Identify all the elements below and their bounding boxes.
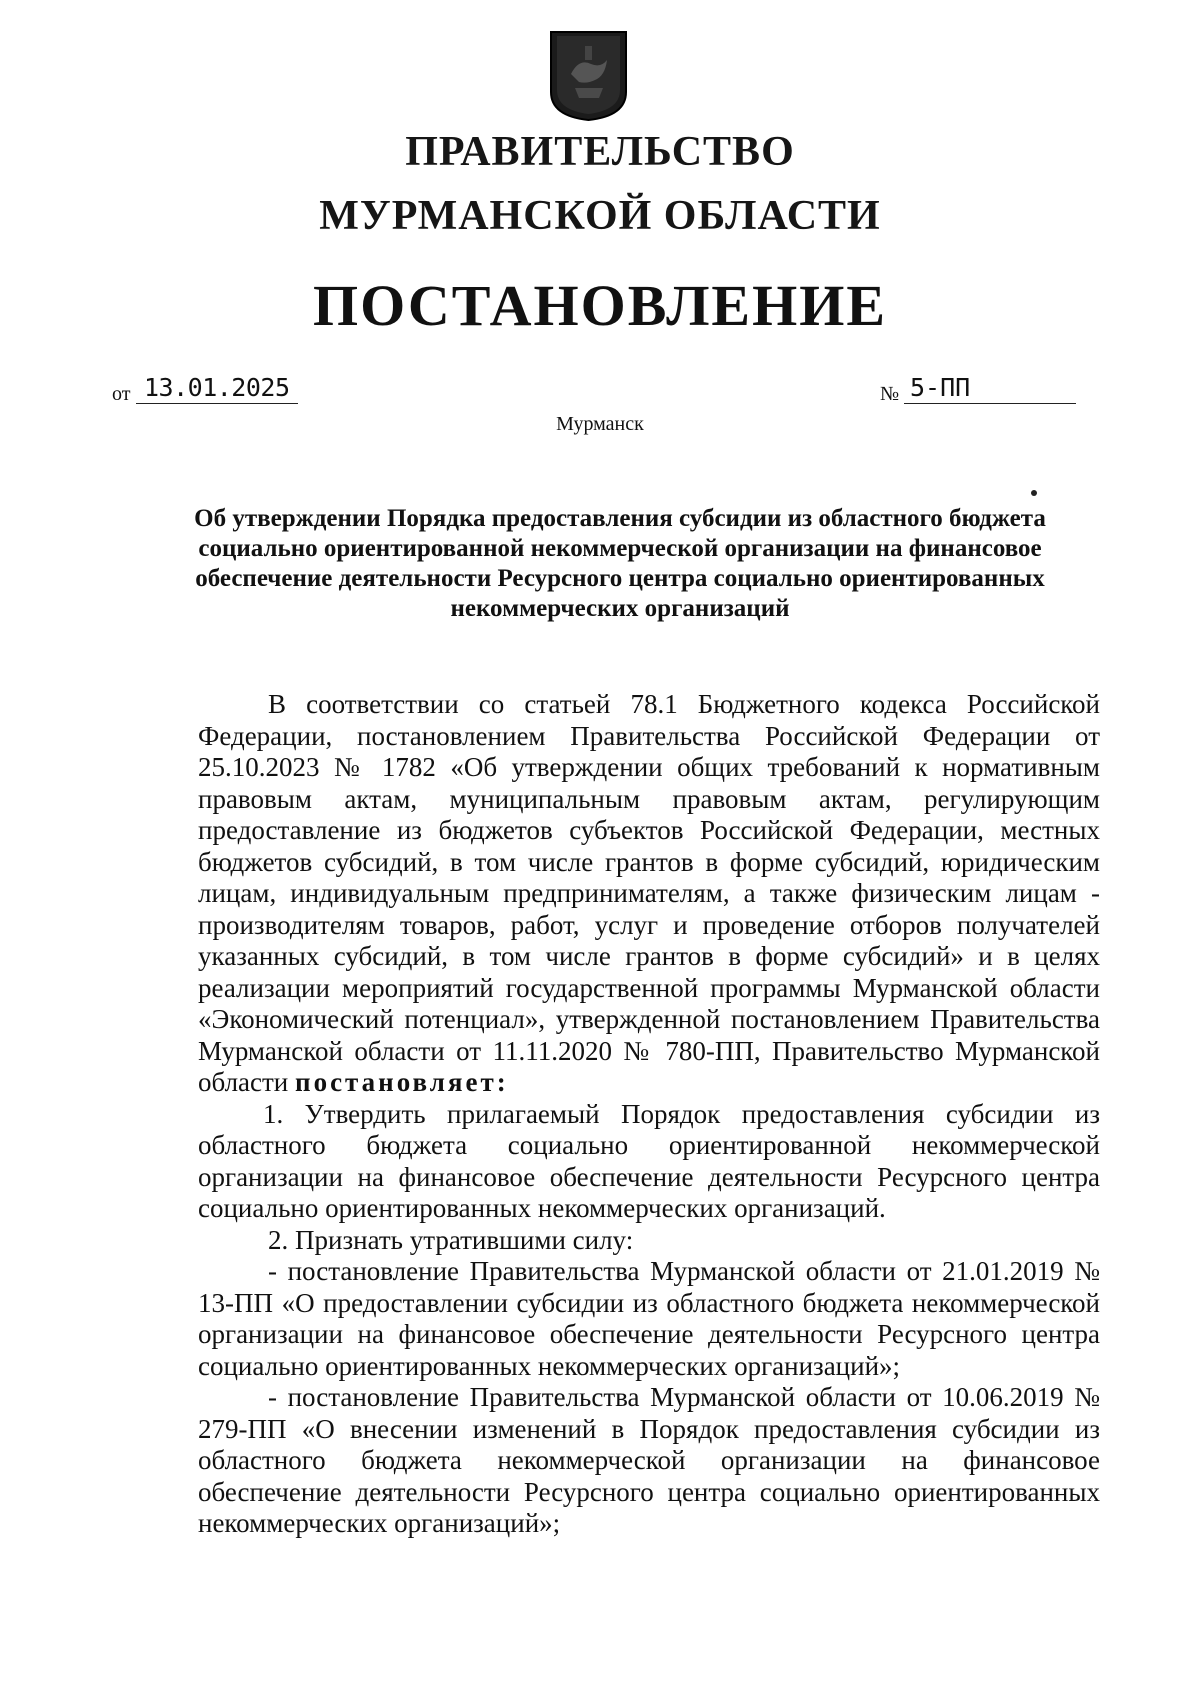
item-2-paragraph: 2. Признать утратившими силу: (268, 1224, 634, 1255)
document-type-heading: ПОСТАНОВЛЕНИЕ (312, 273, 888, 338)
document-number: 5-ПП (904, 373, 1076, 404)
city-name: Мурманск (556, 413, 644, 435)
preamble-paragraph (198, 689, 1100, 1099)
number-label: № (880, 383, 900, 405)
preamble-text: В соответствии со статьей 78.1 Бюджетного кодекса Российской Федерации, постановлением Правительства Российской Федерации от 25.10.2023 № 1782 «Об утверждении общих требований к нормативным правовым актам, муниципальным правовым актам, регулирующим предоставление из бюджетов субъектов Российской Федерации, местных бюджетов субсидий, в том числе грантов в форме субсидий, юридическим лицам, индивидуальным предпринимателям, а также физическим лицам - производителям товаров, работ, услуг и проведение отборов получателей указанных субсидий, в том числе грантов в форме субсидий» и в целях реализации мероприятий государственной программы Мурманской области «Экономический потенциал», утвержденной постановлением Правительства Мурманской области от 11.11.2020 № 780-ПП, Правительство Мурманской области (198, 689, 1100, 1097)
repealed-act-1: - постановление Правительства Мурманской области от 21.01.2019 № 13-ПП «О предоставлении субсидии из областного бюджета некоммерческой организации на финансовое обеспечение деятельности Ресурсного центра социально ориентированных некоммерческих организаций»; (198, 1256, 1100, 1381)
document-title: Об утверждении Порядка предоставления субсидии из областного бюджета социально ориентированной некоммерческой организации на финансовое обеспечение деятельности Ресурсного центра социально ориентированных некоммерческих организаций (194, 505, 1046, 622)
organization-name-line-1: ПРАВИТЕЛЬСТВО (405, 129, 795, 175)
document-body (198, 689, 1100, 1540)
organization-name-line-2: МУРМАНСКОЙ ОБЛАСТИ (319, 193, 881, 239)
coat-of-arms-emblem (549, 28, 628, 122)
ink-dot (1031, 490, 1037, 496)
resolves-word: постановляет: (295, 1067, 509, 1097)
repealed-act-2: - постановление Правительства Мурманской области от 10.06.2019 № 279-ПП «О внесении изменений в Порядок предоставления субсидии из областного бюджета некоммерческой организации на финансовое обеспечение деятельности Ресурсного центра социально ориентированных некоммерческих организаций»; (198, 1382, 1100, 1538)
item-1-paragraph: 1. Утвердить прилагаемый Порядок предоставления субсидии из областного бюджета социально ориентированной некоммерческой организации на финансовое обеспечение деятельности Ресурсного центра социально ориентированных некоммерческих организаций. (198, 1098, 1100, 1223)
date-label: от (112, 383, 131, 405)
date-value: 13.01.2025 (136, 373, 298, 404)
